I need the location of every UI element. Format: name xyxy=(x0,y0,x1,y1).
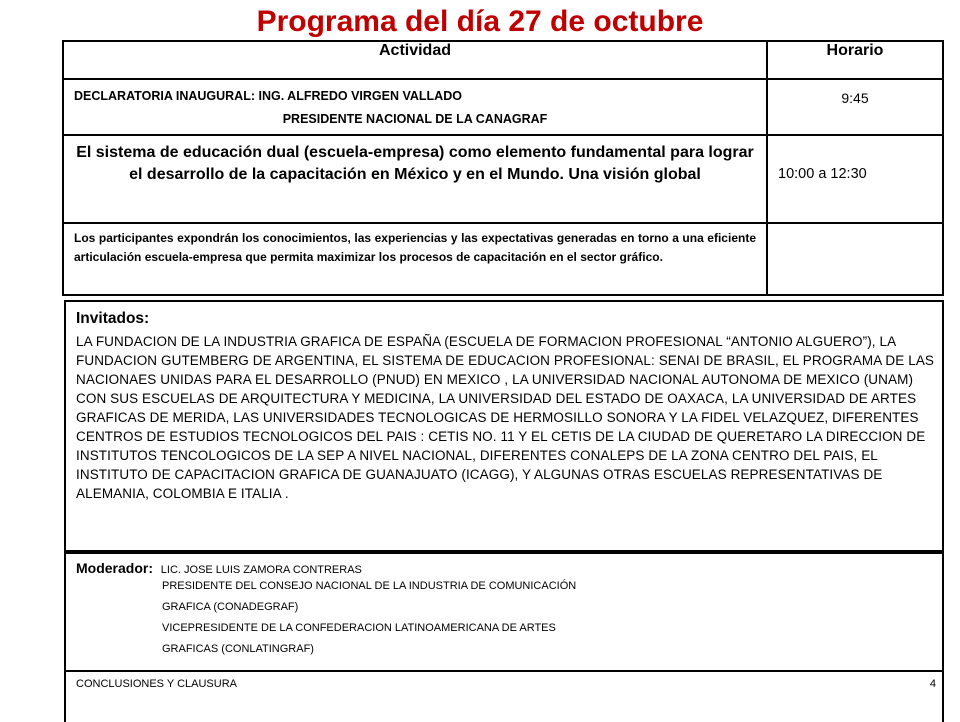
moderador-box xyxy=(64,552,944,722)
moderador-line: GRAFICAS (CONLATINGRAF) xyxy=(162,643,314,655)
invitados-text: LA FUNDACION DE LA INDUSTRIA GRAFICA DE ESPAÑA (ESCUELA DE FORMACION PROFESIONAL “ANTONIO ALGUERO”), LA FUNDACION GUTEMBERG DE ARGENTINA, EL SISTEMA DE EDUCACION PROFESIONAL: SENAI DE BRASIL, EL PROGRAMA DE LAS NACIONAES UNIDAS PARA EL DESARROLLO (PNUD) EN MEXICO , LA UNIVERSIDAD NACIONAL AUTONOMA DE MEXICO (UNAM) CON SUS ESCUELAS DE ARQUITECTURA Y MEDICINA, LA UNIVERSIDAD DEL ESTADO DE OAXACA, LA UNIVERSIDAD DE ARTES GRAFICAS DE MERIDA, LAS UNIVERSIDADES TECNOLOGICAS DE HERMOSILLO SONORA Y LA FIDEL VELAZQUEZ, DIFERENTES CENTROS DE ESTUDIOS TECNOLOGICOS DEL PAIS : CETIS NO. 11 Y EL CETIS DE LA CIUDAD DE QUERETARO LA DIRECCION DE INSTITUTOS TENCOLOGICOS DE LA SEP A NIVEL NACIONAL, DIFERENTES CONALEPS DE LA ZONA CENTRO DEL PAIS, EL INSTITUTO DE CAPACITACION GRAFICA DE GUANAJUATO (ICAGG), Y ALGUNAS OTRAS ESCUELAS REPRESENTATIVAS DE ALEMANIA, COLOMBIA E ITALIA . xyxy=(76,334,935,501)
table-row xyxy=(63,223,943,295)
session-description: Los participantes expondrán los conocimientos, las experiencias y las expectativas generadas en torno a una eficiente articulación escuela-empresa que permita maximizar los procesos de capacitación en el sector gráfico. xyxy=(74,231,756,264)
header-time: Horario xyxy=(767,41,943,79)
divider xyxy=(66,670,942,672)
time-cell: 10:00 a 12:30 xyxy=(778,166,867,182)
closing-text: CONCLUSIONES Y CLAUSURA xyxy=(76,678,237,690)
moderador-label: Moderador: xyxy=(76,560,153,576)
program-table xyxy=(62,40,944,296)
moderador-line: PRESIDENTE DEL CONSEJO NACIONAL DE LA INDUSTRIA DE COMUNICACIÓN xyxy=(162,580,577,592)
moderador-name: LIC. JOSE LUIS ZAMORA CONTRERAS xyxy=(160,564,362,576)
inaugural-line2: PRESIDENTE NACIONAL DE LA CANAGRAF xyxy=(282,112,548,126)
moderador-heading xyxy=(66,554,942,576)
page-title: Programa del día 27 de octubre xyxy=(256,5,704,38)
session-title: El sistema de educación dual (escuela-empresa) como elemento fundamental para lograr el desarrollo de la capacitación en México y en el Mundo. Una visión global xyxy=(76,144,754,183)
moderador-line: VICEPRESIDENTE DE LA CONFEDERACION LATINOAMERICANA DE ARTES xyxy=(162,622,556,634)
inaugural-line1: DECLARATORIA INAUGURAL: ING. ALFREDO VIRGEN VALLADO xyxy=(74,89,462,103)
page-number: 4 xyxy=(929,678,936,690)
time-cell: 9:45 xyxy=(841,90,869,106)
table-row xyxy=(63,135,943,223)
header-activity: Actividad xyxy=(63,41,767,79)
moderador-line: GRAFICA (CONADEGRAF) xyxy=(162,601,299,613)
invitados-label: Invitados: xyxy=(76,310,150,327)
table-row xyxy=(63,79,943,135)
invitados-box xyxy=(64,300,944,552)
